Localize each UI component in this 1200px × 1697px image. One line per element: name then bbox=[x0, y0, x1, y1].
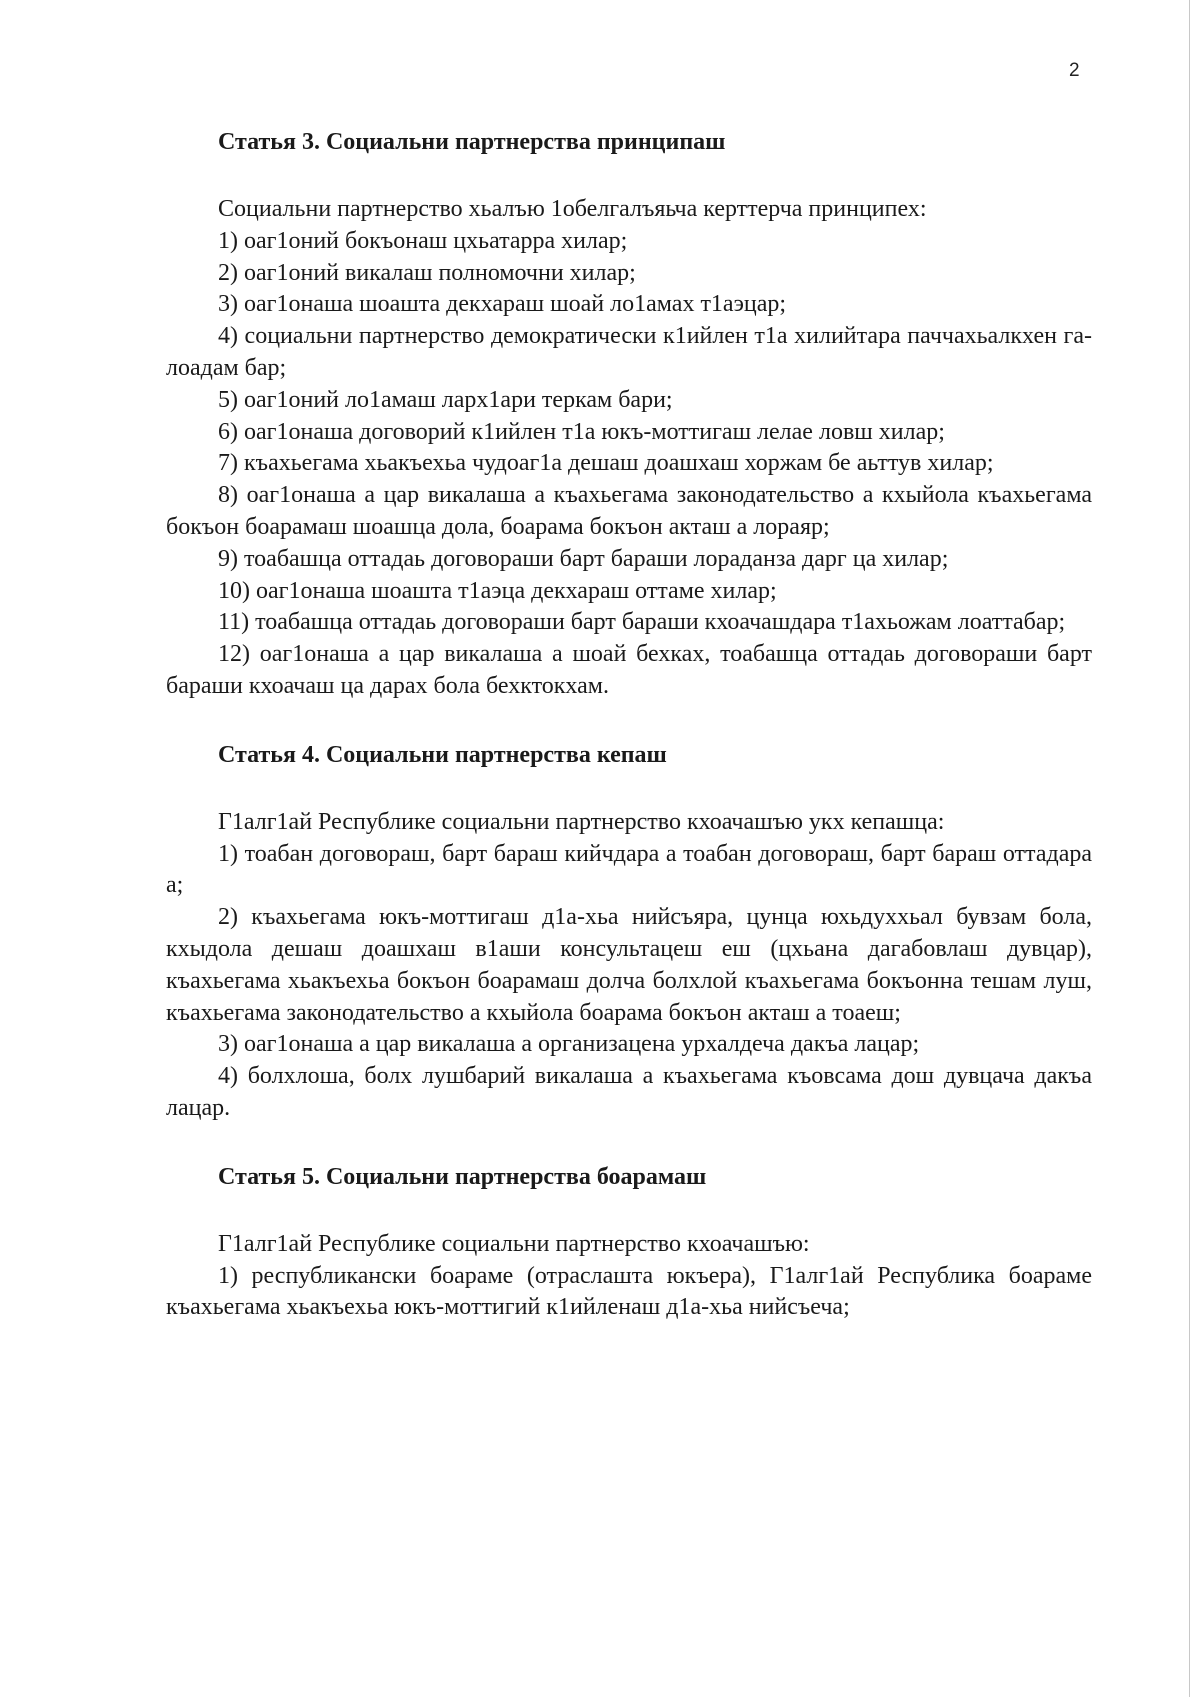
list-item: 7) къахьегама хьакъехьа чудоаг1а дешаш доашхаш хоржам бе аьттув хилар; bbox=[218, 450, 994, 477]
article-4-heading: Статья 4. Социальни партнерства кепаш bbox=[218, 741, 667, 768]
paragraph: Социальни партнерство хьалъю 1обелгалъяьча керттерча принципех: bbox=[218, 196, 927, 222]
list-item: 1) тоабан договораш, барт бараш кийчдара а тоабан договораш, барт бараш оттадара а; bbox=[166, 840, 1092, 899]
page-number: 2 bbox=[1069, 60, 1080, 81]
article-5-heading: Статья 5. Социальни партнерства боарамаш bbox=[218, 1163, 707, 1190]
list-item: 11) тоабашца оттадаь договораши барт бараши кхоачашдара т1ахьожам лоаттабар; bbox=[218, 609, 1066, 636]
list-item: 1) республикански боараме (отраслашта юкъера), Г1алг1ай Республика боараме къахьегама хьакъехьа юкъ-моттигий к1ийленаш д1а-хьа нийсъеча; bbox=[166, 1262, 1092, 1321]
list-item: 2) къахьегама юкъ-моттигаш д1а-хьа нийсъяра, цунца юхьдуххьал бувзам бола, кхыдола дешаш доашхаш в1аши консультацеш еш (цхьана дагабовлаш дувцар), къахьегама хьакъехьа бокъон боарамаш долча болхлой къахьегама бокъонна тешам луш, къахьегама законодательство а кхыйола боарама бокъон акташ а тоаеш; bbox=[166, 904, 1092, 1026]
list-item: 3) оаг1онаша а цар викалаша а организацена урхалдеча дакъа лацар; bbox=[218, 1031, 920, 1058]
article-3-heading: Статья 3. Социальни партнерства принципаш bbox=[218, 129, 726, 155]
paragraph: Г1алг1ай Республике социальни партнерство кхоачашъю: bbox=[218, 1230, 810, 1257]
list-item: 1) оаг1оний бокъонаш цхьатарра хилар; bbox=[218, 227, 628, 254]
list-item: 5) оаг1оний ло1амаш ларх1ари теркам бари; bbox=[218, 386, 673, 413]
list-item: 4) социальни партнерство демократически к1ийлен т1а хилийтара паччахьалкхен га-лоадам бар; bbox=[166, 323, 1092, 381]
list-item: 12) оаг1онаша а цар викалаша а шоай бехках, тоабашца оттадаь договораши барт бараши кхоачаш ца дарах бола бехктокхам. bbox=[166, 641, 1092, 699]
article-5 bbox=[166, 1161, 1092, 1324]
list-item: 3) оаг1онаша шоашта декхараш шоай ло1амах т1аэцар; bbox=[218, 291, 787, 318]
list-item: 9) тоабашца оттадаь договораши барт бараши лораданза дарг ца хилар; bbox=[218, 545, 949, 572]
list-item: 10) оаг1онаша шоашта т1аэца декхараш оттаме хилар; bbox=[218, 577, 777, 604]
paragraph: Г1алг1ай Республике социальни партнерство кхоачашъю укх кепашца: bbox=[218, 808, 945, 835]
article-4 bbox=[166, 739, 1092, 1125]
article-3 bbox=[166, 126, 1092, 703]
list-item: 8) оаг1онаша а цар викалаша а къахьегама законодательство а кхыйола къахьегама бокъон боарамаш шоашца дола, боарама бокъон акташ а лораяр; bbox=[166, 482, 1092, 540]
list-item: 2) оаг1оний викалаш полномочни хилар; bbox=[218, 259, 636, 286]
list-item: 6) оаг1онаша договорий к1ийлен т1а юкъ-моттигаш лелае ловш хилар; bbox=[218, 418, 945, 445]
page-edge bbox=[1189, 0, 1190, 1697]
list-item: 4) болхлоша, болх лушбарий викалаша а къахьегама къовсама дош дувцача дакъа лацар. bbox=[166, 1063, 1092, 1121]
